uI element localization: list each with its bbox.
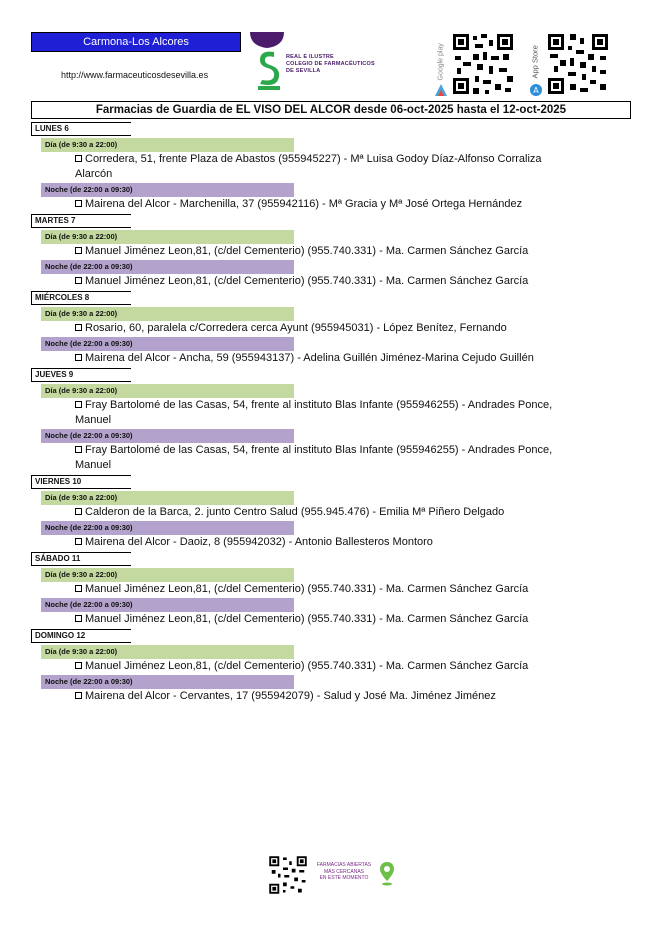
pharmacy-entry — [75, 197, 580, 212]
pharmacy-entry — [75, 321, 580, 336]
pharmacy-entry — [75, 612, 580, 627]
pharmacy-text: Manuel Jiménez Leon,81, (c/del Cementerio) (955.740.331) - Ma. Carmen Sánchez García — [85, 245, 529, 257]
pharmacy-text: Manuel Jiménez Leon,81, (c/del Cementerio) (955.740.331) - Ma. Carmen Sánchez García — [85, 583, 529, 595]
day-shift-label: Día (de 9:30 a 22:00) — [41, 645, 294, 659]
pharmacy-entry — [75, 351, 580, 366]
pharmacy-text: Manuel Jiménez Leon,81, (c/del Cementerio) (955.740.331) - Ma. Carmen Sánchez García — [85, 275, 529, 287]
day-header: LUNES 6 — [31, 122, 131, 136]
zone-label: Carmona-Los Alcores — [31, 32, 241, 52]
day-header: SÁBADO 11 — [31, 552, 131, 566]
website-url[interactable]: http://www.farmaceuticosdesevilla.es — [61, 70, 209, 80]
checkbox-icon — [75, 508, 82, 515]
day-shift-label: Día (de 9:30 a 22:00) — [41, 384, 294, 398]
pharmacy-text: Corredera, 51, frente Plaza de Abastos (955945227) - Mª Luisa Godoy Díaz-Alfonso Corraliza Alarcón — [75, 153, 542, 180]
checkbox-icon — [75, 324, 82, 331]
pharmacy-entry — [75, 274, 580, 289]
footer-qr-icon[interactable] — [268, 855, 308, 895]
day-shift-label: Día (de 9:30 a 22:00) — [41, 138, 294, 152]
pharmacy-text: Mairena del Alcor - Ancha, 59 (955943137) - Adelina Guillén Jiménez-Marina Cejudo Guillén — [85, 352, 534, 364]
pharmacy-text: Manuel Jiménez Leon,81, (c/del Cementerio) (955.740.331) - Ma. Carmen Sánchez García — [85, 660, 529, 672]
night-shift-label: Noche (de 22:00 a 09:30) — [41, 521, 294, 535]
google-play-icon — [435, 84, 447, 96]
location-pin-icon — [379, 861, 395, 887]
checkbox-icon — [75, 662, 82, 669]
checkbox-icon — [75, 354, 82, 361]
college-name: REAL E ILUSTRE COLEGIO DE FARMACÉUTICOS DE SEVILLA — [286, 54, 375, 74]
night-shift-label: Noche (de 22:00 a 09:30) — [41, 429, 294, 443]
checkbox-icon — [75, 615, 82, 622]
pharmacy-text: Fray Bartolomé de las Casas, 54, frente al instituto Blas Infante (955946255) - Andrades Ponce, Manuel — [75, 444, 553, 471]
night-shift-label: Noche (de 22:00 a 09:30) — [41, 260, 294, 274]
checkbox-icon — [75, 200, 82, 207]
college-logo-icon — [248, 32, 288, 92]
google-play-badge[interactable] — [434, 32, 448, 98]
day-shift-label: Día (de 9:30 a 22:00) — [41, 491, 294, 505]
day-header: MARTES 7 — [31, 214, 131, 228]
pharmacy-entry — [75, 659, 580, 674]
pharmacy-text: Mairena del Alcor - Cervantes, 17 (955942079) - Salud y José Ma. Jiménez Jiménez — [85, 690, 496, 702]
app-store-badge[interactable] — [529, 32, 543, 98]
pharmacy-text: Calderon de la Barca, 2. junto Centro Salud (955.945.476) - Emilia Mª Piñero Delgado — [85, 506, 505, 518]
checkbox-icon — [75, 585, 82, 592]
pharmacy-text: Manuel Jiménez Leon,81, (c/del Cementerio) (955.740.331) - Ma. Carmen Sánchez García — [85, 613, 529, 625]
schedule-list — [31, 120, 631, 705]
pharmacy-entry — [75, 152, 580, 182]
day-header: JUEVES 9 — [31, 368, 131, 382]
pharmacy-entry — [75, 398, 580, 428]
pharmacy-text: Rosario, 60, paralela c/Corredera cerca Ayunt (955945031) - López Benítez, Fernando — [85, 322, 507, 334]
checkbox-icon — [75, 277, 82, 284]
pharmacy-entry — [75, 582, 580, 597]
pharmacy-entry — [75, 535, 580, 550]
night-shift-label: Noche (de 22:00 a 09:30) — [41, 598, 294, 612]
day-header: MIÉRCOLES 8 — [31, 291, 131, 305]
day-shift-label: Día (de 9:30 a 22:00) — [41, 568, 294, 582]
pharmacy-entry — [75, 244, 580, 259]
checkbox-icon — [75, 401, 82, 408]
checkbox-icon — [75, 692, 82, 699]
app-store-label: App Store — [530, 45, 540, 79]
app-store-qr-icon[interactable] — [546, 32, 610, 96]
google-play-label: Google play — [437, 43, 445, 81]
night-shift-label: Noche (de 22:00 a 09:30) — [41, 675, 294, 689]
pharmacy-entry — [75, 689, 580, 704]
checkbox-icon — [75, 446, 82, 453]
checkbox-icon — [75, 247, 82, 254]
footer-caption: FARMACIAS ABIERTAS MÁS CERCANAS EN ESTE MOMENTO — [316, 862, 372, 881]
pharmacy-entry — [75, 505, 580, 520]
day-header: VIERNES 10 — [31, 475, 131, 489]
checkbox-icon — [75, 538, 82, 545]
day-header: DOMINGO 12 — [31, 629, 131, 643]
night-shift-label: Noche (de 22:00 a 09:30) — [41, 337, 294, 351]
night-shift-label: Noche (de 22:00 a 09:30) — [41, 183, 294, 197]
google-play-qr-icon[interactable] — [451, 32, 515, 96]
checkbox-icon — [75, 155, 82, 162]
pharmacy-text: Mairena del Alcor - Marchenilla, 37 (955942116) - Mª Gracia y Mª José Ortega Hernández — [85, 198, 523, 210]
pharmacy-text: Mairena del Alcor - Daoiz, 8 (955942032) - Antonio Ballesteros Montoro — [85, 536, 433, 548]
day-shift-label: Día (de 9:30 a 22:00) — [41, 230, 294, 244]
app-store-icon — [530, 84, 542, 96]
svg-text:A: A — [533, 86, 539, 95]
day-shift-label: Día (de 9:30 a 22:00) — [41, 307, 294, 321]
pharmacy-text: Fray Bartolomé de las Casas, 54, frente al instituto Blas Infante (955946255) - Andrades Ponce, Manuel — [75, 399, 553, 426]
page-title: Farmacias de Guardia de EL VISO DEL ALCOR desde 06-oct-2025 hasta el 12-oct-2025 — [31, 101, 631, 119]
pharmacy-entry — [75, 443, 580, 473]
